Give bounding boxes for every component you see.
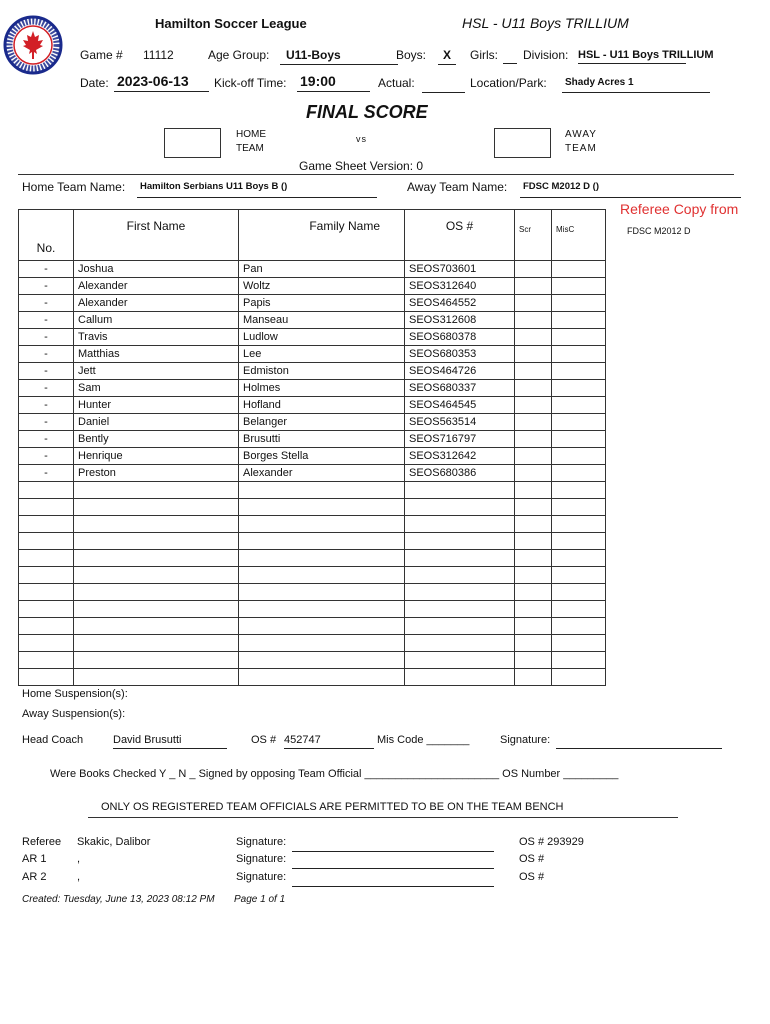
col-header-misc: MisC [552,210,606,261]
table-row [19,448,606,465]
cell-family-name[interactable] [239,601,405,618]
cell-family-name[interactable] [239,550,405,567]
table-row [19,363,606,380]
coach-os-value: 452747 [284,734,374,749]
division-value: HSL - U11 Boys TRILLIUM [578,49,686,64]
cell-no[interactable] [19,550,74,567]
page-number: Page 1 of 1 [234,894,286,905]
cell-os-number[interactable] [405,584,515,601]
date-value: 2023-06-13 [114,73,209,92]
cell-no: - [19,363,74,380]
cell-first-name: Matthias [74,346,239,363]
cell-os-number: SEOS464726 [405,363,515,380]
cell-family-name: Belanger [239,414,405,431]
table-row-empty [19,567,606,584]
vs-label: vs [356,134,367,144]
cell-first-name: Henrique [74,448,239,465]
age-group-value: U11-Boys [280,48,398,65]
cell-misc[interactable] [552,380,606,397]
cell-misc[interactable] [552,346,606,363]
cell-family-name[interactable] [239,533,405,550]
cell-family-name: Brusutti [239,431,405,448]
cell-first-name: Bently [74,431,239,448]
col-header-scr: Scr [515,210,552,261]
cell-scr[interactable] [515,533,552,550]
cell-family-name[interactable] [239,499,405,516]
cell-misc[interactable] [552,635,606,652]
cell-no: - [19,414,74,431]
cell-family-name[interactable] [239,567,405,584]
cell-misc[interactable] [552,499,606,516]
cell-no[interactable] [19,516,74,533]
cell-first-name[interactable] [74,567,239,584]
cell-scr[interactable] [515,601,552,618]
cell-scr[interactable] [515,584,552,601]
cell-family-name: Borges Stella [239,448,405,465]
cell-misc[interactable] [552,448,606,465]
cell-os-number: SEOS464552 [405,295,515,312]
cell-first-name: Callum [74,312,239,329]
actual-label: Actual: [378,76,415,90]
cell-family-name[interactable] [239,652,405,669]
cell-os-number[interactable] [405,669,515,686]
division-label: Division: [523,48,569,62]
kickoff-label: Kick-off Time: [214,76,287,90]
kickoff-value: 19:00 [297,73,370,92]
cell-family-name: Hofland [239,397,405,414]
cell-first-name[interactable] [74,652,239,669]
table-row [19,278,606,295]
official-sig-label-ar2: Signature: [236,871,287,883]
cell-scr[interactable] [515,346,552,363]
boys-label: Boys: [396,48,427,62]
league-title: Hamilton Soccer League [155,16,307,31]
date-label: Date: [80,76,109,90]
cell-no: - [19,295,74,312]
table-row-empty [19,618,606,635]
cell-first-name[interactable] [74,550,239,567]
cell-first-name: Sam [74,380,239,397]
cell-os-number: SEOS312642 [405,448,515,465]
cell-family-name: Holmes [239,380,405,397]
cell-first-name[interactable] [74,499,239,516]
cell-misc[interactable] [552,618,606,635]
cell-scr[interactable] [515,618,552,635]
cell-family-name[interactable] [239,635,405,652]
cell-first-name: Alexander [74,295,239,312]
cell-first-name[interactable] [74,618,239,635]
cell-no: - [19,431,74,448]
cell-family-name: Ludlow [239,329,405,346]
cell-scr[interactable] [515,516,552,533]
cell-first-name[interactable] [74,635,239,652]
bench-notice-rule [88,817,678,818]
actual-value [422,76,465,93]
boys-value: X [438,48,456,65]
cell-family-name[interactable] [239,669,405,686]
cell-misc[interactable] [552,550,606,567]
league-logo [3,15,63,75]
table-row [19,414,606,431]
cell-no[interactable] [19,601,74,618]
official-role-ar2: AR 2 [22,871,47,883]
cell-misc[interactable] [552,516,606,533]
cell-os-number: SEOS563514 [405,414,515,431]
cell-misc[interactable] [552,652,606,669]
cell-first-name[interactable] [74,584,239,601]
cell-scr[interactable] [515,635,552,652]
cell-no: - [19,312,74,329]
table-row-empty [19,601,606,618]
cell-no[interactable] [19,618,74,635]
cell-os-number: SEOS680353 [405,346,515,363]
cell-misc[interactable] [552,584,606,601]
cell-no: - [19,329,74,346]
cell-os-number: SEOS716797 [405,431,515,448]
location-value: Shady Acres 1 [562,77,710,93]
cell-scr[interactable] [515,499,552,516]
cell-no[interactable] [19,584,74,601]
cell-no: - [19,380,74,397]
cell-misc[interactable] [552,261,606,278]
game-number: 11112 [143,48,174,62]
cell-scr[interactable] [515,397,552,414]
cell-family-name: Manseau [239,312,405,329]
created-timestamp: Created: Tuesday, June 13, 2023 08:12 PM [22,894,215,905]
cell-misc[interactable] [552,567,606,584]
cell-first-name[interactable] [74,482,239,499]
cell-os-number[interactable] [405,499,515,516]
cell-family-name[interactable] [239,482,405,499]
cell-misc[interactable] [552,414,606,431]
table-row-empty [19,669,606,686]
cell-first-name[interactable] [74,669,239,686]
cell-no[interactable] [19,482,74,499]
cell-scr[interactable] [515,448,552,465]
cell-first-name[interactable] [74,516,239,533]
coach-os-label: OS # [251,734,277,746]
cell-first-name: Daniel [74,414,239,431]
cell-first-name: Joshua [74,261,239,278]
table-row [19,465,606,482]
cell-os-number[interactable] [405,652,515,669]
opponent-copy-label: FDSC M2012 D [627,226,691,236]
cell-os-number[interactable] [405,618,515,635]
cell-scr[interactable] [515,550,552,567]
cell-no[interactable] [19,533,74,550]
official-name-ar2: , [77,871,81,883]
cell-no[interactable] [19,635,74,652]
location-label: Location/Park: [470,76,547,90]
cell-first-name: Preston [74,465,239,482]
col-header-no: No. [19,210,74,261]
cell-os-number[interactable] [405,635,515,652]
cell-misc[interactable] [552,431,606,448]
official-sig-label-ar1: Signature: [236,853,287,865]
home-team-label: HOME TEAM [236,129,266,154]
cell-misc[interactable] [552,601,606,618]
cell-no[interactable] [19,499,74,516]
table-row [19,329,606,346]
division-title: HSL - U11 Boys TRILLIUM [462,15,629,31]
cell-misc[interactable] [552,312,606,329]
cell-scr[interactable] [515,482,552,499]
cell-family-name[interactable] [239,584,405,601]
official-sig-label-referee: Signature: [236,836,287,848]
coach-signature-line[interactable] [556,734,722,749]
cell-os-number: SEOS312608 [405,312,515,329]
cell-family-name: Lee [239,346,405,363]
cell-os-number[interactable] [405,550,515,567]
cell-misc[interactable] [552,397,606,414]
cell-os-number: SEOS680386 [405,465,515,482]
cell-os-number[interactable] [405,482,515,499]
coach-signature-label: Signature: [500,734,551,746]
home-team-name-label: Home Team Name: [22,180,126,194]
away-team-label: AWAY TEAM [565,129,597,154]
referee-copy-label: Referee Copy from [620,201,739,217]
cell-family-name: Woltz [239,278,405,295]
table-row-empty [19,516,606,533]
girls-label: Girls: [470,48,498,62]
table-row [19,261,606,278]
cell-misc[interactable] [552,533,606,550]
head-coach-label: Head Coach [22,734,84,746]
away-score-box[interactable] [494,128,551,158]
cell-misc[interactable] [552,363,606,380]
cell-os-number: SEOS680378 [405,329,515,346]
official-sig-line-ar1[interactable] [292,853,494,869]
home-suspensions-label: Home Suspension(s): [22,688,128,700]
head-coach-name: David Brusutti [113,734,227,749]
cell-os-number: SEOS464545 [405,397,515,414]
cell-first-name: Hunter [74,397,239,414]
cell-no: - [19,278,74,295]
cell-family-name[interactable] [239,618,405,635]
cell-first-name: Jett [74,363,239,380]
cell-first-name: Travis [74,329,239,346]
cell-family-name[interactable] [239,516,405,533]
cell-no[interactable] [19,652,74,669]
cell-first-name[interactable] [74,601,239,618]
girls-value [503,48,517,64]
table-row-empty [19,533,606,550]
official-name-referee: Skakic, Dalibor [77,836,151,848]
cell-family-name: Alexander [239,465,405,482]
divider [18,174,734,175]
cell-scr[interactable] [515,312,552,329]
cell-os-number: SEOS680337 [405,380,515,397]
table-row [19,431,606,448]
official-name-ar1: , [77,853,81,865]
books-checked-line: Were Books Checked Y _ N _ Signed by opposing Team Official ______________________ OS Number _________ [50,768,619,780]
cell-misc[interactable] [552,295,606,312]
col-header-first-name: First Name [74,210,239,261]
cell-misc[interactable] [552,465,606,482]
game-sheet-version: Game Sheet Version: 0 [299,159,424,173]
cell-scr[interactable] [515,431,552,448]
cell-scr[interactable] [515,465,552,482]
table-row-empty [19,499,606,516]
cell-no: - [19,261,74,278]
cell-scr[interactable] [515,295,552,312]
official-role-referee: Referee [22,836,62,848]
cell-scr[interactable] [515,278,552,295]
table-row-empty [19,550,606,567]
table-row [19,312,606,329]
cell-scr[interactable] [515,567,552,584]
official-role-ar1: AR 1 [22,853,47,865]
table-row-empty [19,482,606,499]
away-team-name-label: Away Team Name: [407,180,508,194]
roster-table [18,209,606,686]
cell-family-name: Papis [239,295,405,312]
official-sig-line-ar2[interactable] [292,871,494,887]
cell-scr[interactable] [515,363,552,380]
table-row [19,346,606,363]
away-suspensions-label: Away Suspension(s): [22,708,126,720]
cell-os-number[interactable] [405,567,515,584]
cell-no[interactable] [19,567,74,584]
cell-no: - [19,448,74,465]
cell-os-number[interactable] [405,601,515,618]
cell-family-name: Pan [239,261,405,278]
cell-os-number: SEOS703601 [405,261,515,278]
bench-notice: ONLY OS REGISTERED TEAM OFFICIALS ARE PERMITTED TO BE ON THE TEAM BENCH [101,801,564,813]
home-score-box[interactable] [164,128,221,158]
final-score-title: FINAL SCORE [306,102,428,122]
cell-first-name: Alexander [74,278,239,295]
table-row-empty [19,584,606,601]
mis-code-label: Mis Code _______ [377,734,470,746]
cell-scr[interactable] [515,329,552,346]
table-row-empty [19,652,606,669]
cell-no: - [19,346,74,363]
cell-scr[interactable] [515,652,552,669]
cell-misc[interactable] [552,669,606,686]
official-os-referee: OS # 293929 [519,836,584,848]
cell-os-number[interactable] [405,516,515,533]
col-header-os: OS # [405,210,515,261]
table-row-empty [19,635,606,652]
cell-no: - [19,465,74,482]
away-team-name-value: FDSC M2012 D () [520,181,741,198]
table-row [19,397,606,414]
game-label: Game # [80,48,123,62]
table-row [19,380,606,397]
official-sig-line-referee[interactable] [292,836,494,852]
cell-scr[interactable] [515,414,552,431]
home-team-name-value: Hamilton Serbians U11 Boys B () [137,181,377,198]
official-os-ar1: OS # [519,853,545,865]
official-os-ar2: OS # [519,871,545,883]
cell-no: - [19,397,74,414]
cell-os-number: SEOS312640 [405,278,515,295]
cell-misc[interactable] [552,329,606,346]
cell-scr[interactable] [515,380,552,397]
cell-misc[interactable] [552,278,606,295]
col-header-family-name: Family Name [239,210,405,261]
cell-scr[interactable] [515,261,552,278]
table-row [19,295,606,312]
cell-first-name[interactable] [74,533,239,550]
cell-misc[interactable] [552,482,606,499]
cell-os-number[interactable] [405,533,515,550]
cell-no[interactable] [19,669,74,686]
cell-family-name: Edmiston [239,363,405,380]
roster-header-row [19,210,606,261]
cell-scr[interactable] [515,669,552,686]
age-group-label: Age Group: [208,48,270,62]
